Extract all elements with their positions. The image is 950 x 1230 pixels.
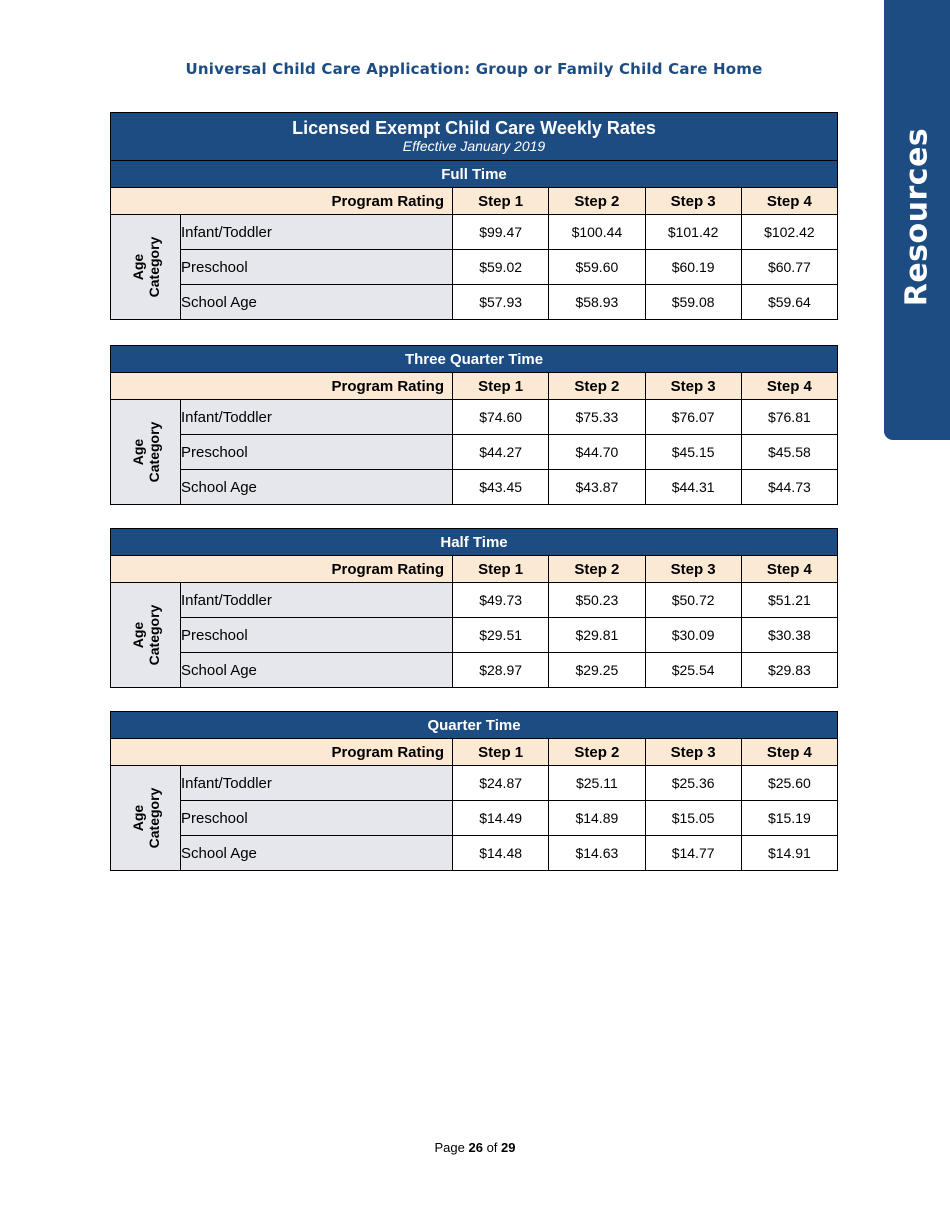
rate-value: $102.42 [741,215,837,250]
category-label: Infant/Toddler [181,766,453,801]
rate-value: $14.77 [645,836,741,871]
section-title: Quarter Time [111,712,838,739]
rate-value: $59.08 [645,285,741,320]
rate-value: $15.05 [645,801,741,836]
rate-value: $74.60 [453,400,549,435]
rate-value: $101.42 [645,215,741,250]
rate-value: $14.49 [453,801,549,836]
rate-value: $57.93 [453,285,549,320]
rate-value: $44.70 [549,435,645,470]
age-category-label-cell [111,583,181,688]
rate-table [110,711,838,871]
category-label: Preschool [181,250,453,285]
rate-value: $44.73 [741,470,837,505]
rate-value: $30.38 [741,618,837,653]
rate-value: $29.81 [549,618,645,653]
step-header: Step 3 [645,373,741,400]
category-label: School Age [181,285,453,320]
current-page: 26 [468,1140,483,1155]
section-title: Three Quarter Time [111,346,838,373]
step-header: Step 2 [549,556,645,583]
rate-value: $58.93 [549,285,645,320]
age-category-label-cell [111,215,181,320]
rate-value: $44.27 [453,435,549,470]
rate-value: $59.64 [741,285,837,320]
age-category-label: Age Category [129,787,162,849]
rate-value: $28.97 [453,653,549,688]
category-label: Infant/Toddler [181,583,453,618]
category-label: Preschool [181,435,453,470]
resources-side-tab [884,0,950,440]
step-header: Step 2 [549,373,645,400]
total-pages: 29 [501,1140,516,1155]
age-category-label-cell [111,766,181,871]
step-header: Step 4 [741,373,837,400]
page-label: Page [434,1140,465,1155]
program-rating-header: Program Rating [111,373,453,400]
step-header: Step 3 [645,556,741,583]
rate-value: $50.72 [645,583,741,618]
step-header: Step 1 [453,373,549,400]
rate-value: $99.47 [453,215,549,250]
step-header: Step 2 [549,188,645,215]
step-header: Step 4 [741,556,837,583]
rate-value: $25.11 [549,766,645,801]
rate-value: $75.33 [549,400,645,435]
step-header: Step 3 [645,188,741,215]
table-title-cell [111,113,838,161]
category-label: School Age [181,653,453,688]
step-header: Step 2 [549,739,645,766]
rate-value: $14.91 [741,836,837,871]
rate-value: $45.58 [741,435,837,470]
program-rating-header: Program Rating [111,739,453,766]
category-label: School Age [181,470,453,505]
rate-value: $25.54 [645,653,741,688]
rate-value: $49.73 [453,583,549,618]
rate-value: $14.89 [549,801,645,836]
category-label: Preschool [181,618,453,653]
rate-value: $43.87 [549,470,645,505]
rate-value: $25.60 [741,766,837,801]
document-header: Universal Child Care Application: Group or Family Child Care Home [185,60,763,78]
age-category-label-cell [111,400,181,505]
step-header: Step 4 [741,739,837,766]
rate-value: $59.60 [549,250,645,285]
rate-value: $29.51 [453,618,549,653]
rate-value: $25.36 [645,766,741,801]
rates-subtitle: Effective January 2019 [402,138,546,154]
rate-value: $59.02 [453,250,549,285]
category-label: School Age [181,836,453,871]
program-rating-header: Program Rating [111,188,453,215]
category-label: Infant/Toddler [181,400,453,435]
rate-table [110,528,838,688]
category-label: Infant/Toddler [181,215,453,250]
rate-value: $76.07 [645,400,741,435]
section-title: Half Time [111,529,838,556]
category-label: Preschool [181,801,453,836]
rate-value: $51.21 [741,583,837,618]
age-category-label: Age Category [129,236,162,298]
rates-title: Licensed Exempt Child Care Weekly Rates [292,118,656,138]
rate-value: $15.19 [741,801,837,836]
age-category-label: Age Category [129,421,162,483]
section-title: Full Time [111,161,838,188]
rate-value: $50.23 [549,583,645,618]
rate-table [110,345,838,505]
rate-value: $45.15 [645,435,741,470]
step-header: Step 4 [741,188,837,215]
rate-value: $14.48 [453,836,549,871]
rate-value: $44.31 [645,470,741,505]
step-header: Step 1 [453,188,549,215]
rate-value: $24.87 [453,766,549,801]
rate-value: $60.77 [741,250,837,285]
step-header: Step 1 [453,556,549,583]
rate-value: $60.19 [645,250,741,285]
step-header: Step 1 [453,739,549,766]
page-footer [0,1140,950,1155]
rate-table [110,112,838,320]
age-category-label: Age Category [129,604,162,666]
step-header: Step 3 [645,739,741,766]
program-rating-header: Program Rating [111,556,453,583]
rate-value: $29.25 [549,653,645,688]
of-label: of [486,1140,498,1155]
side-tab-label: Resources [899,127,935,307]
rate-value: $29.83 [741,653,837,688]
rate-value: $76.81 [741,400,837,435]
rate-value: $100.44 [549,215,645,250]
rate-value: $30.09 [645,618,741,653]
rate-value: $43.45 [453,470,549,505]
rate-value: $14.63 [549,836,645,871]
